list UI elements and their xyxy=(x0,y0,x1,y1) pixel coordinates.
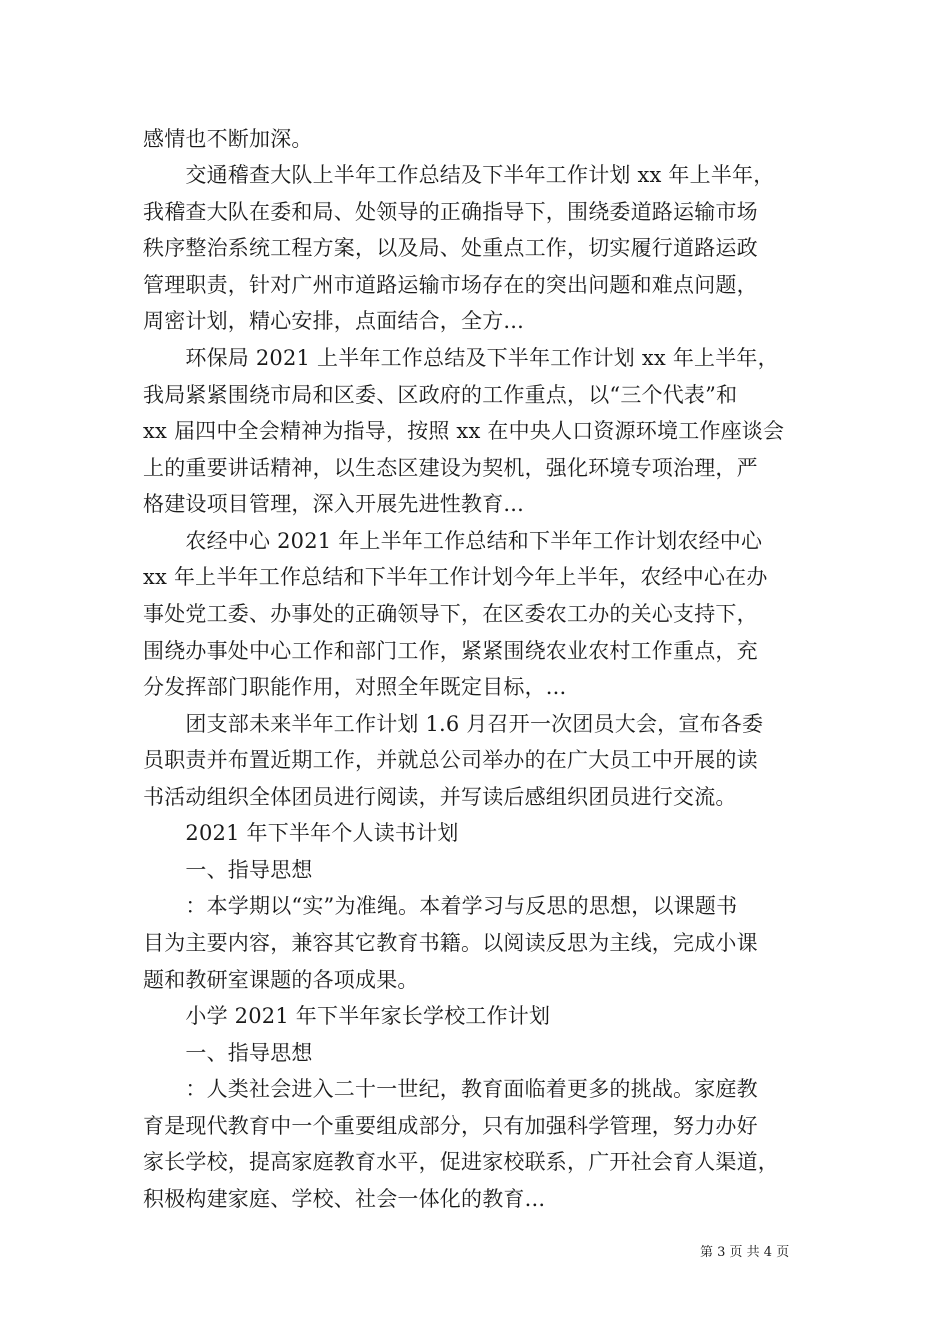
text-line: 分发挥部门职能作用，对照全年既定目标，... xyxy=(143,675,567,699)
text-line: 题和教研室课题的各项成果。 xyxy=(143,968,419,992)
text-line: 小学 2021 年下半年家长学校工作计划 xyxy=(143,1004,551,1028)
text-line: 秩序整治系统工程方案，以及局、处重点工作，切实履行道路运政 xyxy=(143,236,758,260)
text-line: 员职责并布置近期工作，并就总公司举办的在广大员工中开展的读 xyxy=(143,748,758,772)
page-number: 第 3 页 共 4 页 xyxy=(700,1245,790,1260)
text-line: 管理职责，针对广州市道路运输市场存在的突出问题和难点问题， xyxy=(143,273,758,297)
text-line: 2021 年下半年个人读书计划 xyxy=(143,821,459,845)
text-line: 农经中心 2021 年上半年工作总结和下半年工作计划农经中心 xyxy=(143,529,763,553)
text-line: 交通稽查大队上半年工作总结及下半年工作计划 xx 年上半年， xyxy=(143,163,775,187)
text-line: ：人类社会进入二十一世纪，教育面临着更多的挑战。家庭教 xyxy=(143,1077,758,1101)
text-line: 积极构建家庭、学校、社会一体化的教育... xyxy=(143,1187,546,1211)
text-line: 上的重要讲话精神，以生态区建设为契机，强化环境专项治理，严 xyxy=(143,456,758,480)
text-line: 环保局 2021 上半年工作总结及下半年工作计划 xx 年上半年， xyxy=(143,346,779,370)
text-line: 书活动组织全体团员进行阅读，并写读后感组织团员进行交流。 xyxy=(143,785,737,809)
text-line: 我稽查大队在委和局、处领导的正确指导下，围绕委道路运输市场 xyxy=(143,200,758,224)
text-line: 目为主要内容，兼容其它教育书籍。以阅读反思为主线，完成小课 xyxy=(143,931,758,955)
text-line: xx 年上半年工作总结和下半年工作计划今年上半年，农经中心在办 xyxy=(143,565,768,589)
text-line: 周密计划，精心安排，点面结合，全方... xyxy=(143,309,525,333)
text-line: 我局紧紧围绕市局和区委、区政府的工作重点，以“三个代表”和 xyxy=(143,383,738,407)
text-line: ：本学期以“实”为准绳。本着学习与反思的思想，以课题书 xyxy=(143,894,738,918)
text-line: 事处党工委、办事处的正确领导下，在区委农工办的关心支持下， xyxy=(143,602,758,626)
text-line: 一、指导思想 xyxy=(143,858,313,882)
text-line: xx 届四中全会精神为指导，按照 xx 在中央人口资源环境工作座谈会 xyxy=(143,419,785,443)
text-line: 团支部未来半年工作计划 1.6 月召开一次团员大会，宣布各委 xyxy=(143,712,764,736)
text-line: 一、指导思想 xyxy=(143,1041,313,1065)
text-line: 格建设项目管理，深入开展先进性教育... xyxy=(143,492,525,516)
text-line: 育是现代教育中一个重要组成部分，只有加强科学管理，努力办好 xyxy=(143,1114,758,1138)
text-line: 围绕办事处中心工作和部门工作，紧紧围绕农业农村工作重点，充 xyxy=(143,639,758,663)
text-line: 感情也不断加深。 xyxy=(143,127,313,151)
text-line: 家长学校，提高家庭教育水平，促进家校联系，广开社会育人渠道， xyxy=(143,1150,779,1174)
